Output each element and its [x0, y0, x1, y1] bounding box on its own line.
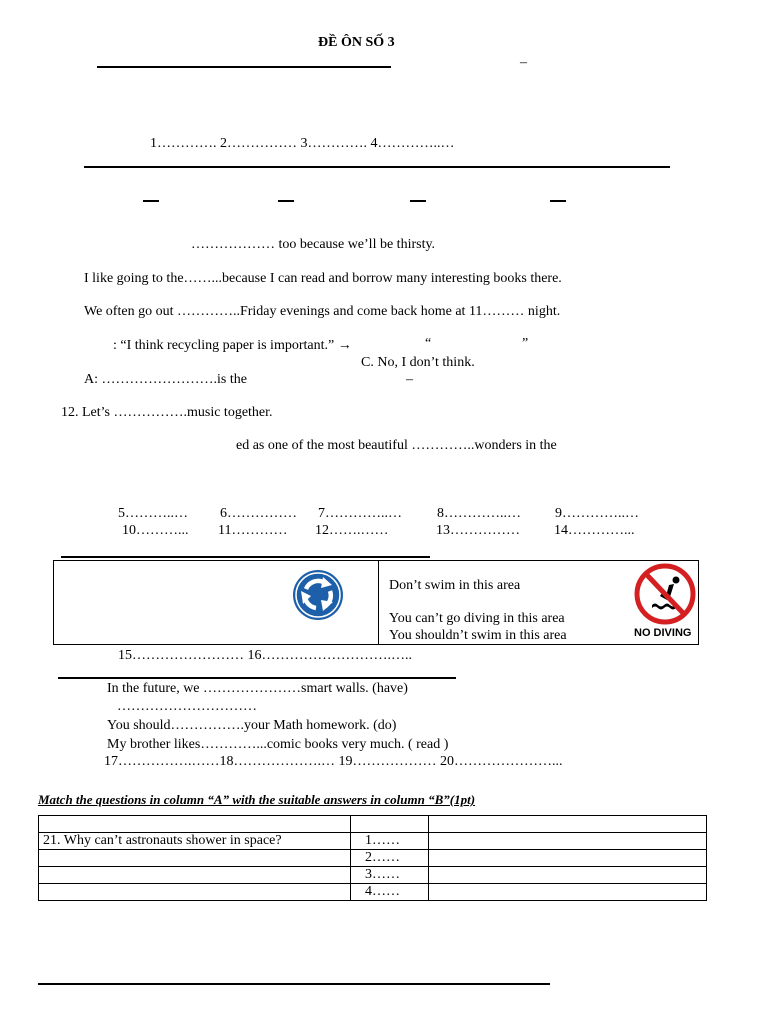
answer-blanks-1-4: 1…………. 2…………… 3…………. 4…………..…: [150, 136, 455, 151]
table-row: [39, 816, 707, 833]
header-underline: [97, 66, 391, 68]
section-rule-2: [61, 556, 430, 558]
blank-11: 11…………: [218, 523, 288, 538]
quote-open: “: [425, 336, 432, 351]
question-thirsty: ……………… too because we’ll be thirsty.: [191, 237, 436, 252]
no-diving-sign-icon: [632, 563, 698, 627]
signs-divider: [378, 561, 379, 644]
question-wonders: ed as one of the most beautiful …………..wonders in the: [236, 438, 557, 453]
blank-12: 12…….……: [315, 523, 389, 538]
no-diving-label: NO DIVING: [634, 627, 692, 639]
sign-text-1: Don’t swim in this area: [389, 578, 521, 593]
table-cell: [39, 884, 351, 901]
answer-blanks-17-20: 17…………….……18……………….… 19……………… 20…………………...: [104, 754, 563, 769]
section-rule-3: [58, 677, 456, 679]
dash-mark-2: [278, 200, 294, 202]
question-friday: We often go out …………..Friday evenings and come back home at 11……… night.: [84, 304, 561, 319]
blank-14: 14…………...: [554, 523, 635, 538]
quote-close: ”: [522, 336, 529, 351]
table-row: [39, 884, 707, 901]
blank-6: 6……………: [220, 506, 297, 521]
page-title: ĐỀ ÔN SỐ 3: [318, 35, 395, 50]
blank-9: 9…………..…: [555, 506, 639, 521]
table-cell: [39, 850, 351, 867]
question-a-dash: –: [406, 372, 413, 387]
dash-mark-4: [550, 200, 566, 202]
question-dotted-line: …………………………: [117, 699, 257, 714]
table-cell: 3……: [351, 867, 429, 884]
sign-text-3: You shouldn’t swim in this area: [389, 628, 567, 643]
section-rule-1: [84, 166, 670, 168]
table-cell: [429, 833, 707, 850]
answer-blanks-15-16: 15…………………… 16……………………….…..: [118, 648, 412, 663]
table-cell: [429, 850, 707, 867]
question-12: 12. Let’s …………….music together.: [61, 405, 273, 420]
table-row: [39, 867, 707, 884]
table-cell: 1……: [351, 833, 429, 850]
match-table: [38, 815, 707, 901]
blank-10: 10………...: [122, 523, 189, 538]
blank-7: 7…………..…: [318, 506, 402, 521]
table-cell: [429, 867, 707, 884]
match-instruction: Match the questions in column “A” with the suitable answers in column “B”(1pt): [38, 792, 476, 807]
roundabout-sign-icon: [290, 567, 346, 623]
sign-text-2: You can’t go diving in this area: [389, 611, 565, 626]
table-cell: [39, 867, 351, 884]
table-row: [39, 833, 707, 850]
blank-8: 8…………..…: [437, 506, 521, 521]
table-cell: [429, 884, 707, 901]
header-dash: –: [520, 55, 527, 70]
dash-mark-3: [410, 200, 426, 202]
question-future: In the future, we …………………smart walls. (have): [107, 681, 408, 696]
table-cell: 2……: [351, 850, 429, 867]
table-cell: [351, 816, 429, 833]
table-cell: 21. Why can’t astronauts shower in space?: [39, 833, 351, 850]
question-math: You should…………….your Math homework. (do): [107, 718, 397, 733]
dash-mark-1: [143, 200, 159, 202]
question-a-line: A: …………………….is the: [84, 372, 247, 387]
blank-13: 13……………: [436, 523, 520, 538]
table-cell: [39, 816, 351, 833]
option-c: C. No, I don’t think.: [361, 355, 475, 370]
section-rule-4: [38, 983, 550, 985]
table-row: [39, 850, 707, 867]
table-cell: 4……: [351, 884, 429, 901]
blank-5: 5………..…: [118, 506, 188, 521]
question-recycling: : “I think recycling paper is important.” →: [113, 338, 352, 353]
question-library: I like going to the……...because I can read and borrow many interesting books there.: [84, 271, 562, 286]
table-cell: [429, 816, 707, 833]
signs-box: [53, 560, 699, 645]
question-comic: My brother likes…………...comic books very much. ( read ): [107, 737, 449, 752]
